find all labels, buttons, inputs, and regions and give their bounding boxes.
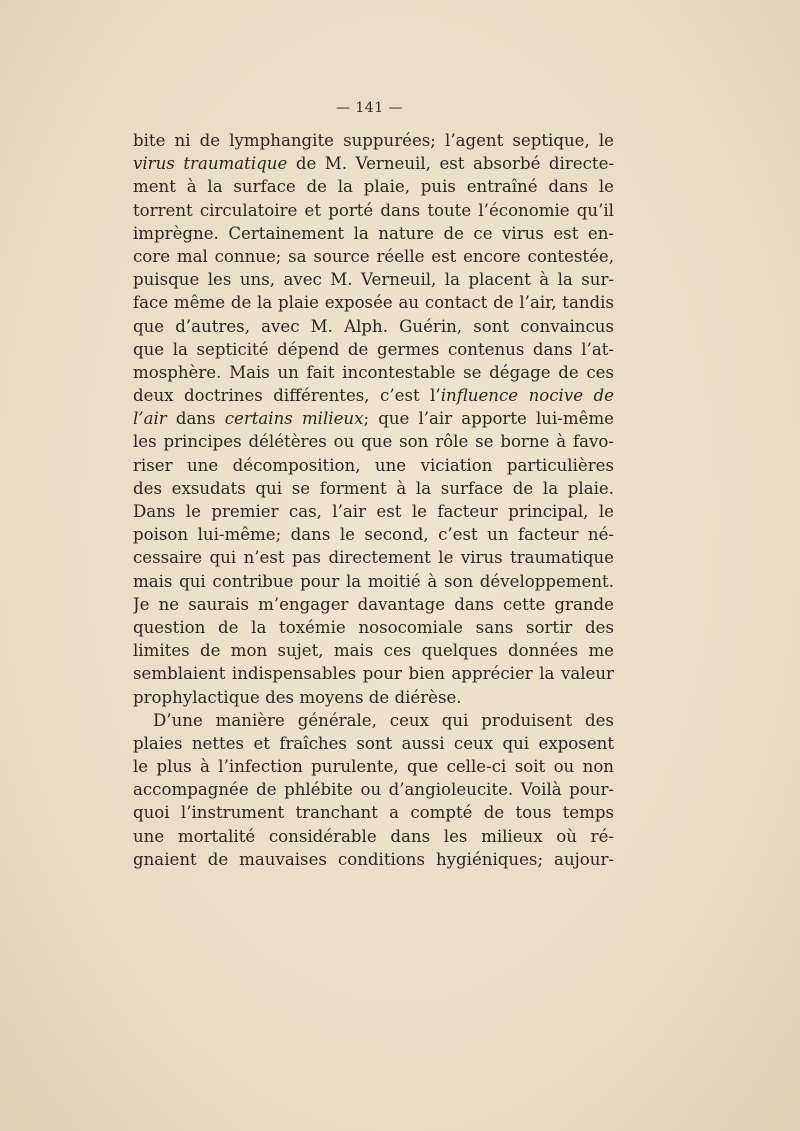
text-line: [133, 825, 614, 848]
italic-text: virus traumatique: [133, 154, 288, 174]
text-run: imprègne. Certainement la nature de ce virus est en-: [133, 223, 614, 243]
text-line: [133, 384, 614, 407]
text-line: [133, 407, 614, 430]
text-run: mais qui contribue pour la moitié à son développement.: [133, 571, 614, 591]
text-line: [133, 338, 614, 361]
text-line: [133, 662, 614, 685]
text-line: [133, 199, 614, 222]
text-line: [133, 315, 614, 338]
text-run: les principes délétères ou que son rôle se borne à favo-: [133, 432, 614, 452]
text-line: [133, 709, 614, 732]
text-line: [133, 848, 614, 871]
text-run: ; que l’air apporte lui-même: [363, 409, 614, 429]
text-run: D’une manière générale, ceux qui produisent des: [153, 710, 614, 730]
text-run: mosphère. Mais un fait incontestable se dégage de ces: [133, 362, 614, 382]
text-run: prophylactique des moyens de diérèse.: [133, 687, 462, 707]
text-run: torrent circulatoire et porté dans toute l’économie qu’il: [133, 200, 614, 220]
text-line: [133, 686, 614, 709]
text-line: [133, 570, 614, 593]
text-line: [133, 129, 614, 152]
text-run: que d’autres, avec M. Alph. Guérin, sont convaincus: [133, 316, 614, 336]
text-line: [133, 732, 614, 755]
text-run: dans: [166, 409, 225, 429]
text-run: gnaient de mauvaises conditions hygiéniques; aujour-: [133, 849, 614, 869]
italic-text: l’air: [133, 409, 167, 429]
text-run: semblaient indispensables pour bien apprécier la valeur: [133, 664, 614, 684]
text-run: deux doctrines différentes, c’est l’: [133, 386, 441, 406]
text-line: [133, 500, 614, 523]
text-line: [133, 361, 614, 384]
text-line: [133, 546, 614, 569]
text-run: poison lui-même; dans le second, c’est un facteur né-: [133, 525, 614, 545]
body-text: [133, 129, 614, 871]
text-line: [133, 755, 614, 778]
text-run: plaies nettes et fraîches sont aussi ceux qui exposent: [133, 733, 614, 753]
text-line: [133, 523, 614, 546]
text-run: des exsudats qui se forment à la surface de la plaie.: [133, 478, 614, 498]
text-run: cessaire qui n’est pas directement le virus traumatique: [133, 548, 614, 568]
text-run: quoi l’instrument tranchant a compté de tous temps: [133, 803, 614, 823]
text-line: [133, 639, 614, 662]
text-run: accompagnée de phlébite ou d’angioleucite. Voilà pour-: [133, 780, 614, 800]
text-run: riser une décomposition, une viciation particulières: [133, 455, 614, 475]
page-number: — 141 —: [335, 100, 404, 116]
text-line: [133, 245, 614, 268]
text-run: de M. Verneuil, est absorbé directe-: [287, 154, 614, 174]
text-run: ment à la surface de la plaie, puis entraîné dans le: [133, 177, 614, 197]
text-run: question de la toxémie nosocomiale sans sortir des: [133, 617, 614, 637]
text-line: [133, 801, 614, 824]
text-line: [133, 454, 614, 477]
text-line: [133, 593, 614, 616]
text-run: Je ne saurais m’engager davantage dans cette grande: [133, 594, 614, 614]
italic-text: certains milieux: [224, 409, 364, 429]
text-run: Dans le premier cas, l’air est le facteur principal, le: [133, 502, 614, 521]
text-line: [133, 778, 614, 801]
text-run: limites de mon sujet, mais ces quelques données me: [133, 641, 614, 661]
text-run: puisque les uns, avec M. Verneuil, la placent à la sur-: [133, 270, 614, 290]
text-line: [133, 477, 614, 500]
text-line: [133, 175, 614, 198]
text-line: [133, 222, 614, 245]
text-run: que la septicité dépend de germes contenus dans l’at-: [133, 339, 614, 359]
italic-text: influence nocive de: [440, 386, 614, 406]
text-line: [133, 152, 614, 175]
text-run: le plus à l’infection purulente, que celle-ci soit ou non: [133, 757, 614, 777]
text-line: [133, 616, 614, 639]
text-line: [133, 268, 614, 291]
text-run: bite ni de lymphangite suppurées; l’agent septique, le: [133, 131, 614, 150]
text-line: [133, 430, 614, 453]
text-run: core mal connue; sa source réelle est encore contestée,: [133, 246, 614, 266]
text-run: une mortalité considérable dans les milieux où ré-: [133, 826, 614, 846]
text-line: [133, 291, 614, 314]
text-run: face même de la plaie exposée au contact de l’air, tandis: [133, 293, 614, 313]
